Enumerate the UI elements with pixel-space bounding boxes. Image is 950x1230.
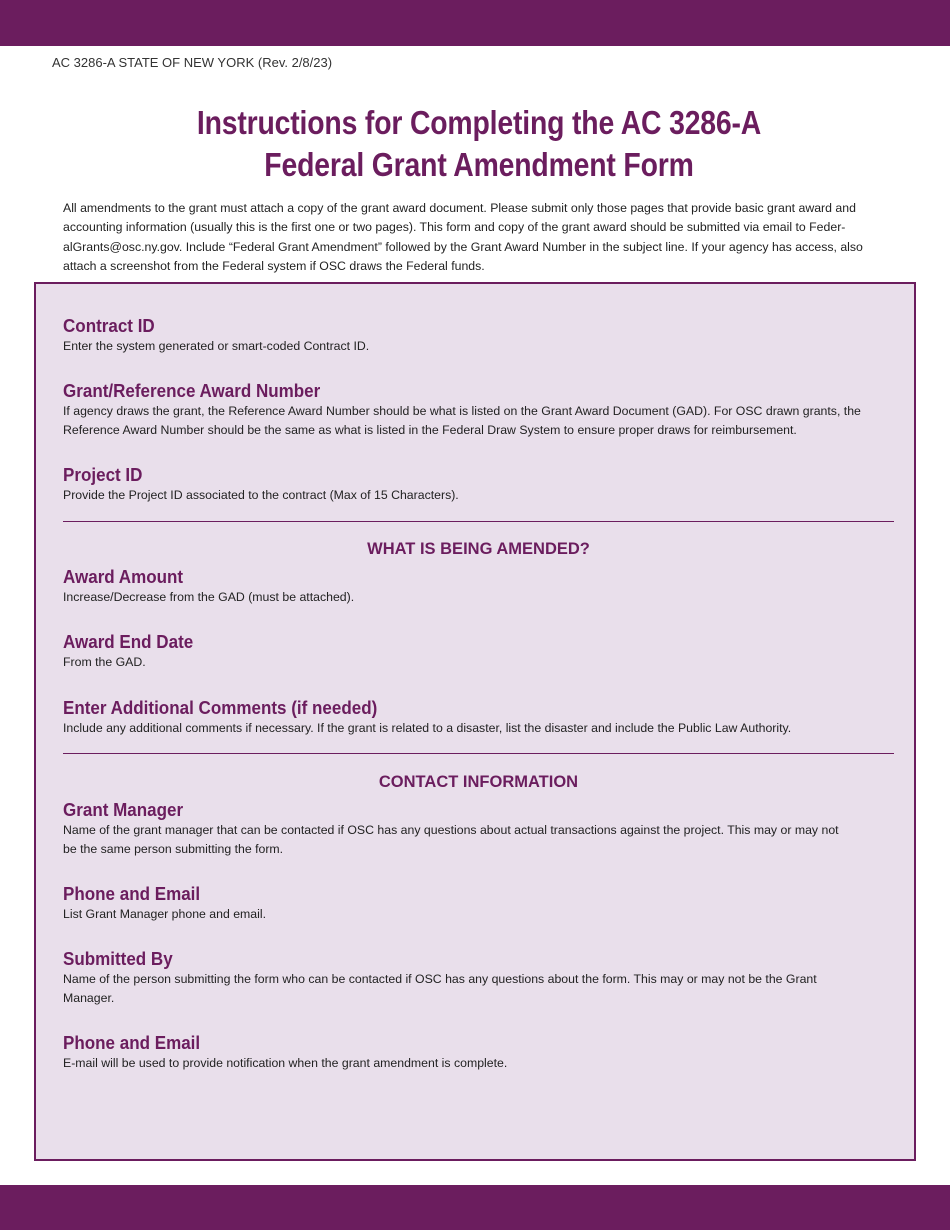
award-amount-heading: Award Amount: [63, 566, 184, 587]
intro-line: accounting information (usually this is the first one or two pages). This form and copy of the grant award should be submitted via email to Feder-: [63, 220, 846, 235]
grant-manager-heading: Grant Manager: [63, 799, 184, 820]
title-line-1: Instructions for Completing the AC 3286-A: [196, 104, 762, 141]
section-divider: [63, 753, 894, 754]
project-id-text: Provide the Project ID associated to the contract (Max of 15 Characters).: [63, 488, 459, 502]
title-line-2: Federal Grant Amendment Form: [264, 146, 694, 183]
contact-section-title: CONTACT INFORMATION: [378, 773, 579, 791]
intro-line: All amendments to the grant must attach a copy of the grant award document. Please submit only those pages that provide basic grant award and: [63, 201, 856, 215]
intro-line: alGrants@osc.ny.gov. Include “Federal Grant Amendment” followed by the Grant Award Number in the subject line. If your agency has access, also: [63, 239, 863, 254]
project-id-section: [63, 464, 897, 505]
top-banner: [0, 0, 950, 46]
form-identifier: AC 3286-A STATE OF NEW YORK (Rev. 2/8/23): [52, 55, 333, 70]
amended-section-title: WHAT IS BEING AMENDED?: [367, 540, 590, 558]
submitted-by-text-line: Name of the person submitting the form who can be contacted if OSC has any questions about the form. This may or may not be the Grant: [63, 972, 817, 986]
award-amount-section: [63, 566, 897, 607]
bottom-banner: [0, 1185, 950, 1230]
reference-award-text-line: If agency draws the grant, the Reference Award Number should be what is listed on the Grant Award Document (GAD). For OSC drawn grants, the: [63, 404, 861, 418]
manager-phone-email-text: List Grant Manager phone and email.: [63, 907, 267, 921]
award-end-date-heading: Award End Date: [63, 631, 194, 652]
manager-phone-email-section: [63, 883, 897, 924]
submitter-phone-email-heading: Phone and Email: [63, 1032, 201, 1053]
manager-phone-email-heading: Phone and Email: [63, 883, 201, 904]
contract-id-heading: Contract ID: [63, 315, 155, 336]
intro-line: attach a screenshot from the Federal system if OSC draws the Federal funds.: [63, 259, 485, 274]
grant-manager-text-line: Name of the grant manager that can be contacted if OSC has any questions about actual transactions against the project. This may or may not: [63, 823, 839, 837]
award-end-date-text: From the GAD.: [63, 655, 146, 669]
intro-paragraph: [63, 199, 895, 277]
section-divider: [63, 521, 894, 522]
comments-section: [63, 697, 897, 738]
comments-heading: Enter Additional Comments (if needed): [63, 697, 378, 718]
contract-id-section: [63, 315, 897, 356]
award-amount-text: Increase/Decrease from the GAD (must be attached).: [63, 590, 355, 604]
project-id-heading: Project ID: [63, 464, 143, 485]
submitter-phone-email-section: [63, 1032, 897, 1073]
submitter-phone-email-text: E-mail will be used to provide notification when the grant amendment is complete.: [63, 1056, 508, 1070]
submitted-by-section: [63, 948, 897, 1007]
grant-manager-text-line: be the same person submitting the form.: [63, 841, 284, 856]
page-title: [67, 102, 891, 186]
submitted-by-text-line: Manager.: [63, 990, 115, 1005]
contract-id-text: Enter the system generated or smart-coded Contract ID.: [63, 339, 370, 353]
reference-award-heading: Grant/Reference Award Number: [63, 380, 321, 401]
comments-text: Include any additional comments if necessary. If the grant is related to a disaster, list the disaster and include the Public Law Authority.: [63, 721, 792, 735]
grant-manager-section: [63, 799, 897, 858]
reference-award-text-line: Reference Award Number should be the same as what is listed in the Federal Draw System to ensure proper draws for reimbursement.: [63, 422, 797, 437]
reference-award-section: [63, 380, 897, 439]
submitted-by-heading: Submitted By: [63, 948, 173, 969]
award-end-date-section: [63, 631, 897, 672]
